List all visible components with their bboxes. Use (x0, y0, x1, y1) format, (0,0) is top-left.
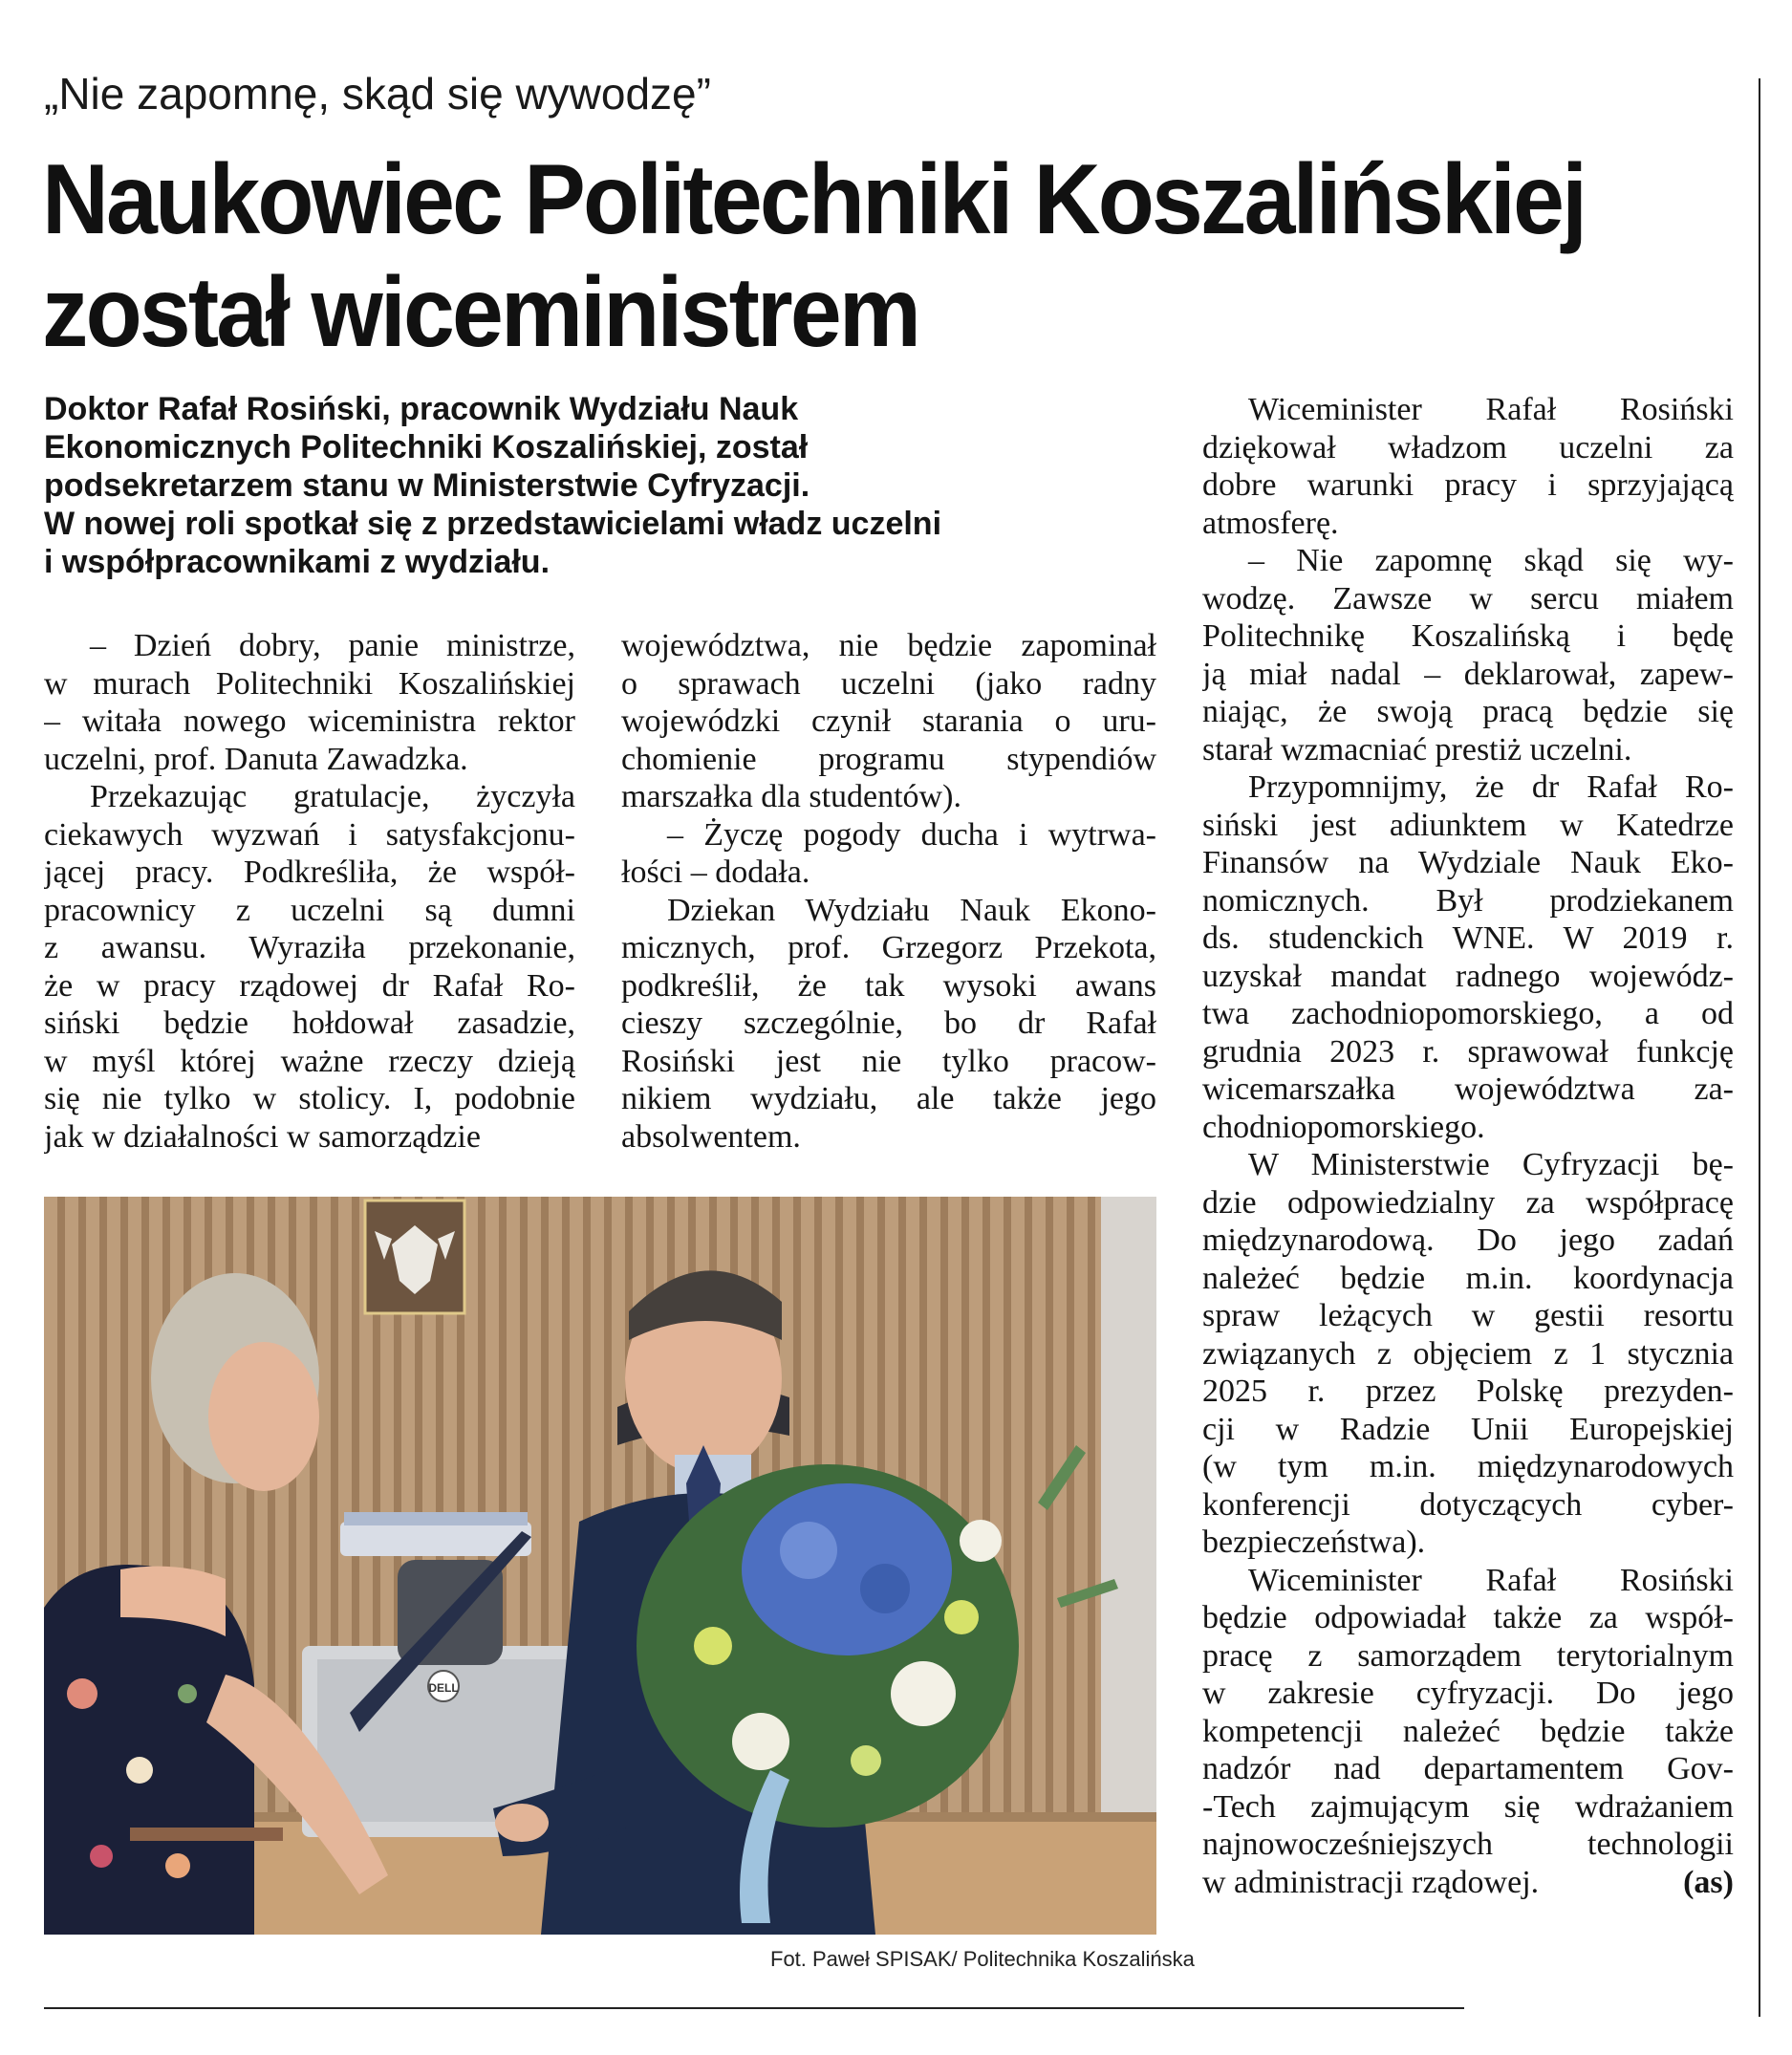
text-line: micznych, prof. Grzegorz Przekota, (621, 930, 1156, 965)
text-line: marszałka dla studentów). (621, 779, 961, 814)
text-line: konferencji dotyczących cyber- (1202, 1486, 1734, 1523)
text-line: W Ministerstwie Cyfryzacji bę- (1248, 1147, 1734, 1182)
text-line: (w tym m.in. międzynarodowych (1202, 1449, 1734, 1484)
text-line: – Życzę pogody ducha i wytrwa- (667, 816, 1156, 853)
text-line: uczelni, prof. Danuta Zawadzka. (44, 741, 468, 777)
text-line: twa zachodniopomorskiego, a od (1202, 996, 1734, 1031)
text-line: ciekawych wyzwań i satysfakcjonu- (44, 816, 575, 853)
eagle-emblem-icon (365, 1201, 464, 1313)
text-line: jak w działalności w samorządzie (44, 1118, 481, 1155)
text-line: siński jest adiunktem w Katedrze (1202, 807, 1734, 843)
bottom-rule (44, 2007, 1464, 2009)
text-line: Przekazując gratulacje, życzyła (90, 779, 575, 814)
text-line: nadzór nad departamentem Gov- (1202, 1751, 1734, 1786)
text-line: bezpieczeństwa). (1202, 1525, 1426, 1560)
article-column-2 (621, 627, 1156, 1156)
article-photo (44, 1197, 1156, 1935)
text-line: 2025 r. przez Polskę prezyden- (1202, 1374, 1734, 1409)
text-line (1202, 1864, 1734, 1902)
article-lead (44, 390, 1191, 581)
text-line: że w pracy rządowej dr Rafał Ro- (44, 967, 575, 1004)
text-line: łości – dodała. (621, 854, 810, 890)
text-line: podkreślił, że tak wysoki awans (621, 967, 1156, 1004)
text-line: najnowocześniejszych technologii (1202, 1827, 1734, 1862)
text-line: należeć będzie m.in. koordynacja (1202, 1260, 1734, 1296)
lead-line: podsekretarzem stanu w Ministerstwie Cyfryzacji. (44, 467, 810, 504)
headline-line: został wiceministrem (42, 257, 919, 368)
text-line: chomienie programu stypendiów (621, 741, 1156, 777)
text-line: w myśl której ważne rzeczy dzieją (44, 1043, 575, 1079)
text-line: – Nie zapomnę skąd się wy- (1248, 543, 1734, 578)
column-divider (1759, 78, 1760, 2017)
article-headline (42, 143, 1743, 369)
text-line: Przypomnijmy, że dr Rafał Ro- (1248, 769, 1734, 805)
text-line: grudnia 2023 r. sprawował funkcję (1202, 1033, 1734, 1070)
lead-line: W nowej roli spotkał się z przedstawicielami władz uczelni (44, 506, 942, 542)
headline-line: Naukowiec Politechniki Koszalińskiej (42, 144, 1586, 255)
dell-logo: DELL (428, 1681, 459, 1695)
article-column-1 (44, 627, 575, 1156)
text-line: ją miał nadal – deklarował, zapew- (1202, 656, 1734, 692)
text-line: o sprawach uczelni (jako radny (621, 665, 1156, 702)
text-line: – Dzień dobry, panie ministrze, (90, 628, 575, 663)
text-line: wodzę. Zawsze w sercu miałem (1202, 580, 1734, 616)
lead-line: i współpracownikami z wydziału. (44, 544, 551, 580)
text-line: pracę z samorządem terytorialnym (1202, 1637, 1734, 1674)
text-line: -Tech zajmującym się wdrażaniem (1202, 1788, 1734, 1825)
text-line: Finansów na Wydziale Nauk Eko- (1202, 845, 1734, 880)
text-line: nikiem wydziału, ale także jego (621, 1081, 1156, 1116)
text-line: Wiceminister Rafał Rosiński (1248, 1562, 1734, 1598)
text-line: Wiceminister Rafał Rosiński (1248, 392, 1734, 427)
text-line: Rosiński jest nie tylko pracow- (621, 1043, 1156, 1079)
text-line: z awansu. Wyraziła przekonanie, (44, 930, 575, 965)
text-line: niając, że swoją pracą będzie się (1202, 694, 1734, 729)
text-line: cieszy szczególnie, bo dr Rafał (621, 1006, 1156, 1041)
text-line: starał wzmacniać prestiż uczelni. (1202, 731, 1632, 768)
water-bottles (340, 1512, 531, 1556)
text-line: województwa, nie będzie zapominał (621, 628, 1156, 663)
text-line: będzie odpowiadał także za współ- (1202, 1600, 1734, 1635)
text-line: ds. studenckich WNE. W 2019 r. (1202, 920, 1734, 956)
text-line: dzie odpowiedzialny za współpracę (1202, 1184, 1734, 1221)
text-line: w murach Politechniki Koszalińskiej (44, 665, 575, 702)
text-line: Dziekan Wydziału Nauk Ekono- (667, 892, 1156, 928)
lead-line: Ekonomicznych Politechniki Koszalińskiej, został (44, 429, 809, 465)
photo-credit: Fot. Paweł SPISAK/ Politechnika Koszalińska (770, 1947, 1195, 1971)
text-line: dziękował władzom uczelni za (1202, 429, 1734, 465)
text-line: wojewódzki czynił starania o uru- (621, 703, 1156, 739)
text-line: pracownicy z uczelni są dumni (44, 892, 575, 928)
text-line: nomicznych. Był prodziekanem (1202, 882, 1734, 919)
text-line: dobre warunki pracy i sprzyjającą (1202, 467, 1734, 503)
text-line: spraw leżących w gestii resortu (1202, 1298, 1734, 1333)
text-line: cji w Radzie Unii Europejskiej (1202, 1411, 1734, 1447)
text-line: atmosferę. (1202, 505, 1339, 541)
text-line-last: w administracji rządowej. (1202, 1864, 1540, 1900)
text-line: kompetencji należeć będzie także (1202, 1713, 1734, 1749)
text-line: jącej pracy. Podkreśliła, że współ- (44, 854, 575, 890)
article-column-3 (1202, 391, 1734, 1901)
lead-line: Doktor Rafał Rosiński, pracownik Wydziału Nauk (44, 391, 799, 427)
author-signature: (as) (1683, 1864, 1734, 1900)
article-kicker: „Nie zapomnę, skąd się wywodzę” (44, 69, 711, 119)
text-line: – witała nowego wiceministra rektor (44, 703, 575, 739)
text-line: wicemarszałka województwa za- (1202, 1071, 1734, 1107)
text-line: siński będzie hołdował zasadzie, (44, 1006, 575, 1041)
text-line: w zakresie cyfryzacji. Do jego (1202, 1676, 1734, 1711)
text-line: się nie tylko w stolicy. I, podobnie (44, 1081, 575, 1116)
text-line: Politechnikę Koszalińską i będę (1202, 618, 1734, 654)
text-line: uzyskał mandat radnego wojewódz- (1202, 958, 1734, 994)
text-line: związanych z objęciem z 1 stycznia (1202, 1335, 1734, 1372)
text-line: absolwentem. (621, 1118, 801, 1155)
text-line: międzynarodową. Do jego zadań (1202, 1222, 1734, 1258)
text-line: chodniopomorskiego. (1202, 1109, 1485, 1145)
